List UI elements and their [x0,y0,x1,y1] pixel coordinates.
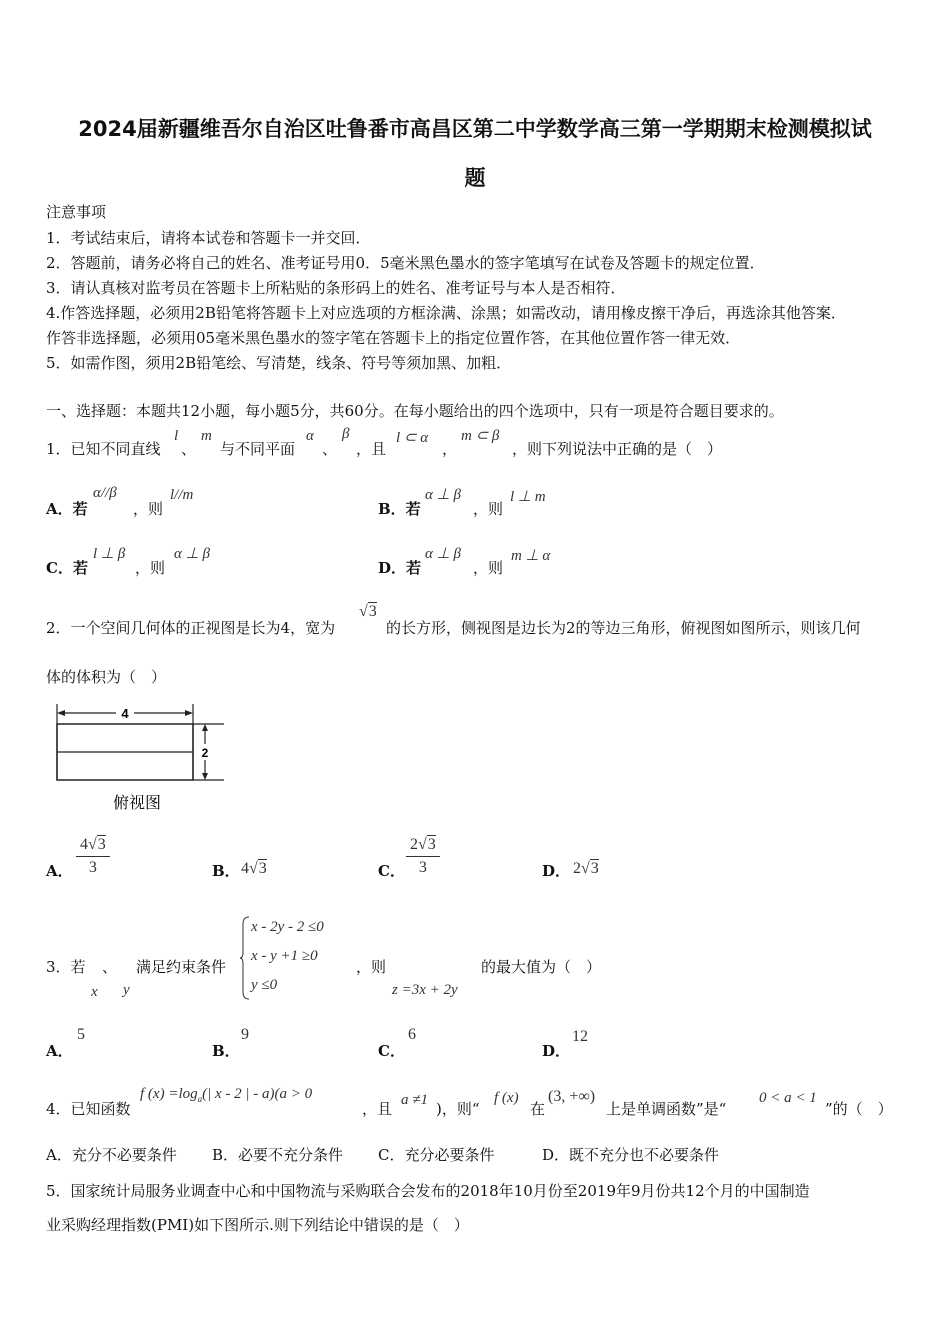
q3-option-d-value: 12 [572,1028,588,1045]
notice-item: 作答非选择题，必须用05毫米黑色墨水的签字笔在答题卡上的指定位置作答，在其他位置作答一律无效． [46,329,741,347]
q4-option-b: B．必要不充分条件 [212,1146,344,1164]
q1-option-b-result: l ⊥ m [510,489,546,505]
q4-fx: f (x) [494,1090,519,1106]
q3-option-c-value: 6 [408,1026,416,1043]
q2-top-view-figure [48,700,228,820]
q2-sqrt3: √3 [359,603,377,620]
q2-text: 2．一个空间几何体的正视图是长为4，宽为 [46,619,336,637]
q1-option-c-result: α ⊥ β [174,546,210,562]
q4-interval: (3, +∞) [548,1088,596,1105]
q1-comma: ， [442,440,458,458]
q1-option-d-result: m ⊥ α [511,548,551,564]
q2-option-c-label: C． [378,862,405,880]
notice-item: 4.作答选择题，必须用2B铅笔将答题卡上对应选项的方框涂满、涂黑；如需改动，请用橡皮擦干净后，再选涂其他答案． [46,304,846,322]
q3-option-a-label: A． [46,1042,73,1060]
q3-constraint-3: y ≤0 [251,977,278,993]
q1-option-a-cond: α//β [93,485,117,501]
page-title-continued: 题 [464,166,486,190]
q1-plane-beta: β [342,426,350,442]
q1-text: 1．已知不同直线 [46,440,161,458]
figure-caption: 俯视图 [112,793,162,812]
q5-text: 业采购经理指数(PMI)如下图所示.则下列结论中错误的是（ ） [46,1216,469,1234]
figure-height-label: 2 [201,746,209,760]
q2-option-b-value: 4√3 [241,860,267,877]
q3-option-a-value: 5 [77,1026,85,1043]
q3-constraint-2: x - y +1 ≥0 [251,948,318,964]
q1-option-d-then: ，则 [473,559,504,577]
q3-var-x: x [91,984,98,1000]
figure-width-label: 4 [121,706,129,721]
q4-condition: a ≠1 [401,1092,428,1108]
q1-option-a-result: l//m [170,487,194,503]
q1-option-d-cond: α ⊥ β [425,546,461,562]
q2-option-c-value: $\frac{2√3}{3}$ [406,836,440,877]
q3-var-y: y [123,982,130,998]
figure-arrowhead [202,773,208,780]
q4-text: ，且 [362,1100,393,1118]
q4-text: )，则“ [436,1100,480,1118]
q3-constraint-1: x - 2y - 2 ≤0 [251,919,324,935]
q1-line-l: l [174,428,179,444]
q1-option-c-then: ，则 [135,559,166,577]
q1-option-c-cond: l ⊥ β [93,546,126,562]
q3-option-d-label: D． [542,1042,571,1060]
q1-option-d-label: D．若 [378,559,422,577]
q2-option-d-value: 2√3 [573,860,599,877]
q4-text: 在 [530,1100,546,1118]
q4-range: 0 < a < 1 [759,1090,817,1106]
q4-option-d: D．既不充分也不必要条件 [542,1146,720,1164]
q4-function: f $(x) =\log_a(|$ x - 2 | - a)(a > 0 [140,1086,313,1104]
q1-text: 与不同平面 [220,440,296,458]
q1-line-m: m [201,428,212,444]
q1-option-b-then: ，则 [473,500,504,518]
q4-text: 4．已知函数 [46,1100,131,1118]
q2-option-d-label: D． [542,862,571,880]
notice-item: 2．答题前，请务必将自己的姓名、准考证号用0．5毫米黑色墨水的签字笔填写在试卷及答题卡的规定位置． [46,254,765,272]
q1-text: ，则下列说法中正确的是（ ） [512,440,723,458]
q4-text: 上是单调函数”是“ [606,1100,727,1118]
q1-cond-l-in-alpha: l ⊂ α [396,430,429,446]
section-heading: 一、选择题：本题共12小题，每小题5分，共60分。在每小题给出的四个选项中，只有一项是符合题目要求的。 [46,402,784,420]
q1-sep: 、 [181,440,197,458]
q3-text: 的最大值为（ ） [481,958,602,976]
page-title: 2024届新疆维吾尔自治区吐鲁番市高昌区第二中学数学高三第一学期期末检测模拟试 [78,117,872,141]
notice-item: 1．考试结束后，请将本试卷和答题卡一并交回． [46,229,371,247]
q1-option-a-then: ，则 [133,500,164,518]
q3-text: 3．若 [46,958,86,976]
q2-text: 的长方形，侧视图是边长为2的等边三角形，俯视图如图所示，则该几何 [386,619,861,637]
q2-option-a-value: $\frac{4√3}{3}$ [76,836,110,877]
q3-system-brace [240,916,250,1000]
q1-option-c-label: C．若 [46,559,88,577]
q4-text: ”的（ ） [825,1100,893,1118]
q1-cond-m-in-beta: m ⊂ β [461,428,500,444]
notice-heading: 注意事项 [46,203,107,221]
q1-option-a-label: A．若 [46,500,88,518]
q3-option-b-value: 9 [241,1026,249,1043]
q1-option-b-label: B．若 [378,500,421,518]
q3-objective: z =3x + 2y [392,982,458,998]
q3-sep: 、 [102,958,118,976]
figure-arrowhead [57,710,65,716]
q4-option-c: C．充分必要条件 [378,1146,495,1164]
q3-text: ，则 [356,958,387,976]
figure-arrowhead [185,710,193,716]
q3-option-c-label: C． [378,1042,405,1060]
q1-option-b-cond: α ⊥ β [425,487,461,503]
q5-text: 5．国家统计局服务业调查中心和中国物流与采购联合会发布的2018年10月份至2019年9月份共12个月的中国制造 [46,1182,810,1200]
notice-item: 3．请认真核对监考员在答题卡上所粘贴的条形码上的姓名、准考证号与本人是否相符． [46,279,626,297]
q1-text: ，且 [356,440,387,458]
q3-option-b-label: B． [212,1042,240,1060]
q1-plane-alpha: α [306,428,314,444]
q2-text: 体的体积为（ ） [46,668,167,686]
figure-arrowhead [202,724,208,731]
q3-text: 满足约束条件 [136,958,227,976]
q2-option-b-label: B． [212,862,240,880]
q2-option-a-label: A． [46,862,73,880]
notice-item: 5．如需作图，须用2B铅笔绘、写清楚，线条、符号等须加黑、加粗． [46,354,512,372]
q1-sep: 、 [322,440,338,458]
q4-option-a: A．充分不必要条件 [46,1146,177,1164]
